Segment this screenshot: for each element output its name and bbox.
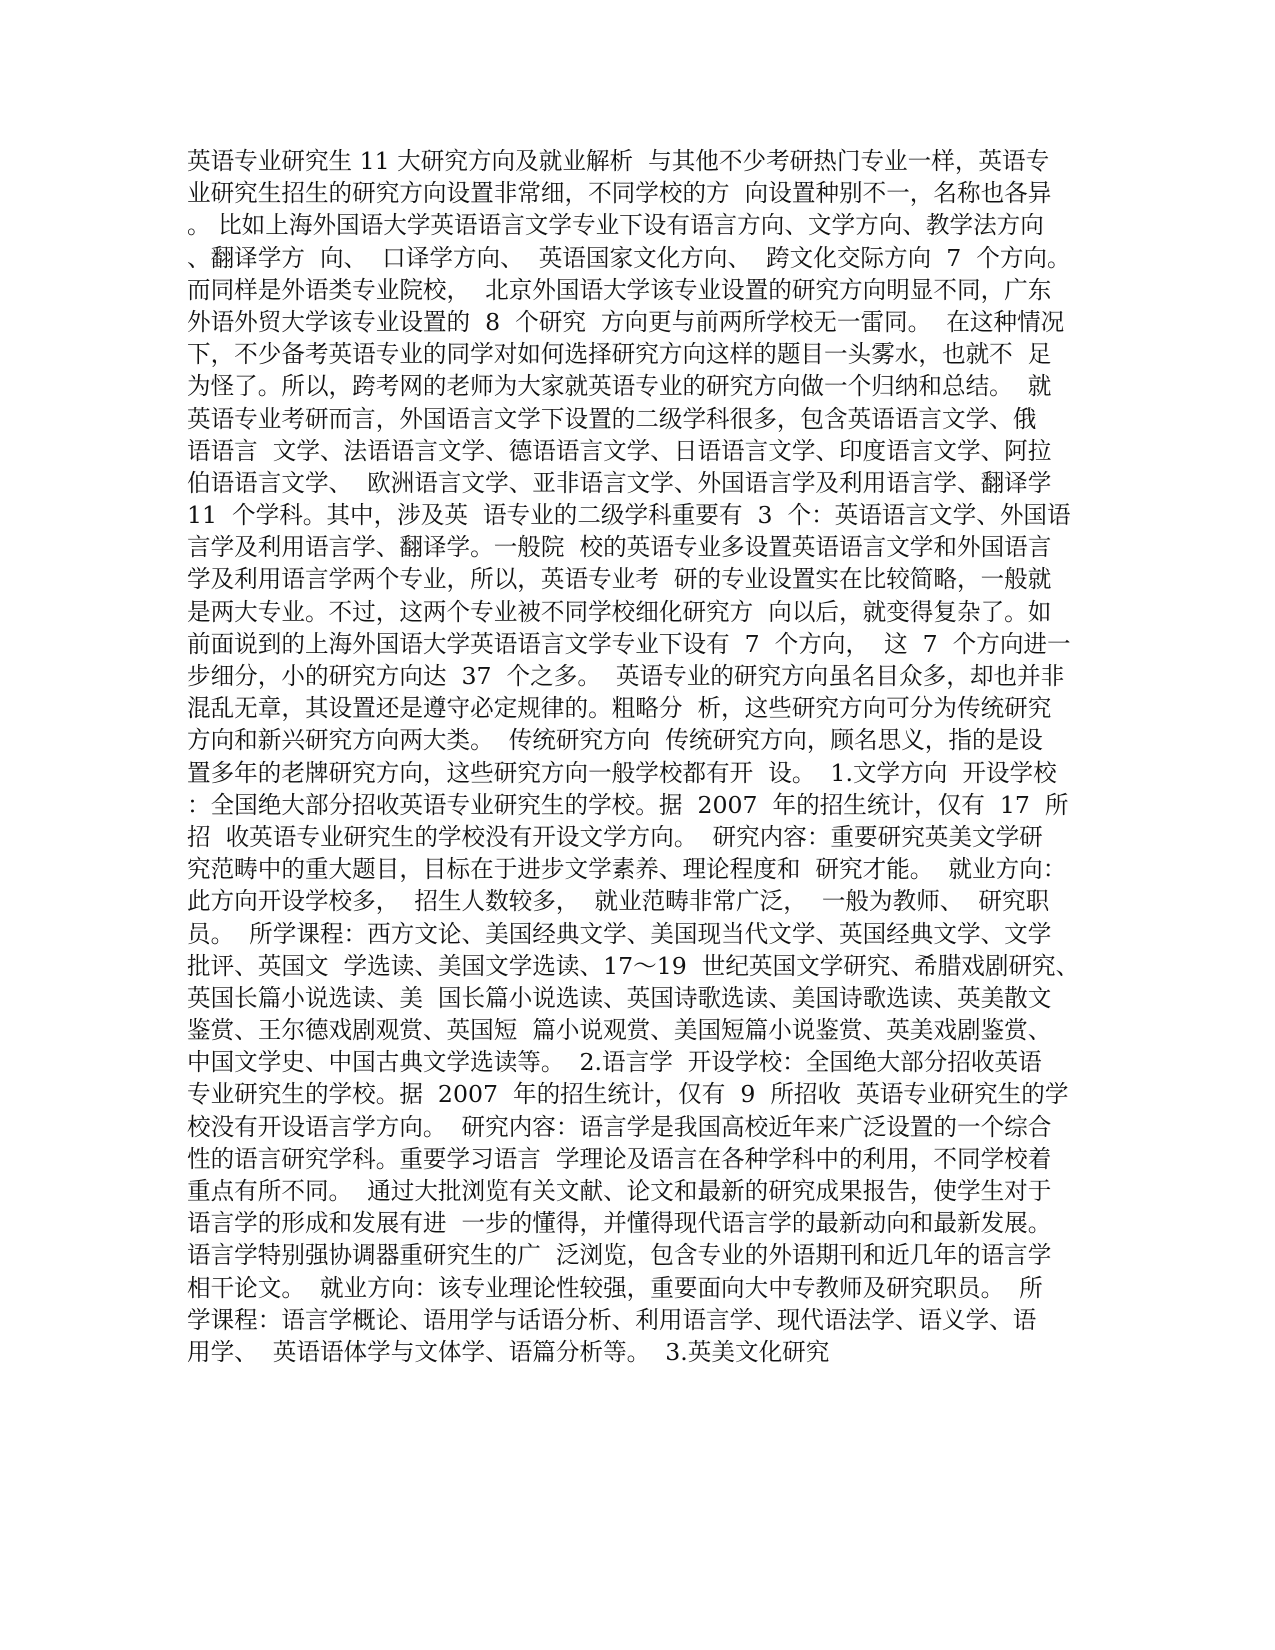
text-line: 英语专业考研而言，外国语言文学下设置的二级学科很多，包含英语语言文学、俄 <box>187 404 1037 433</box>
text-line: 步细分，小的研究方向达 37 个之多。 英语专业的研究方向虽名目众多，却也并非 <box>187 662 1065 690</box>
text-line: 学课程：语言学概论、语用学与话语分析、利用语言学、现代语法学、语义学、语 <box>187 1305 1037 1334</box>
body-text <box>187 145 1092 1368</box>
text-line: 语语言 文学、法语语言文学、德语语言文学、日语语言文学、印度语言文学、阿拉 <box>187 436 1052 465</box>
text-line: 前面说到的上海外国语大学英语语言文学专业下设有 7 个方向， 这 7 个方向进一 <box>187 629 1071 658</box>
text-line: 下，不少备考英语专业的同学对如何选择研究方向这样的题目一头雾水，也就不 足 <box>187 340 1052 369</box>
text-line: 方向和新兴研究方向两大类。 传统研究方向 传统研究方向，顾名思义，指的是设 <box>187 726 1043 755</box>
text-line: 重点有所不同。 通过大批浏览有关文献、论文和最新的研究成果报告，使学生对于 <box>187 1177 1052 1205</box>
text-line: 。 比如上海外国语大学英语语言文学专业下设有语言方向、文学方向、教学法方向 <box>187 211 1044 240</box>
text-line: 业研究生招生的研究方向设置非常细，不同学校的方 向设置种别不一，名称也各异 <box>187 179 1052 208</box>
text-line: 批评、英国文 学选读、美国文学选读、17～19 世纪英国文学研究、希腊戏剧研究、 <box>187 951 1080 980</box>
text-line: 外语外贸大学该专业设置的 8 个研究 方向更与前两所学校无一雷同。 在这种情况 <box>187 307 1065 336</box>
text-line: 中国文学史、中国古典文学选读等。 2.语言学 开设学校：全国绝大部分招收英语 <box>187 1048 1042 1077</box>
text-line: 鉴赏、王尔德戏剧观赏、英国短 篇小说观赏、美国短篇小说鉴赏、英美戏剧鉴赏、 <box>187 1016 1052 1045</box>
text-line: 、翻译学方 向、 口译学方向、 英语国家文化方向、 跨文化交际方向 7 个方向。 <box>187 243 1071 272</box>
text-line: 混乱无章，其设置还是遵守必定规律的。粗略分 析，这些研究方向可分为传统研究 <box>187 694 1052 723</box>
text-line: 英语专业研究生 11 大研究方向及就业解析 与其他不少考研热门专业一样，英语专 <box>187 147 1050 175</box>
text-line: 言学及利用语言学、翻译学。一般院 校的英语专业多设置英语语言文学和外国语言 <box>187 533 1052 562</box>
text-line: 性的语言研究学科。重要学习语言 学理论及语言在各种学科中的利用，不同学校着 <box>187 1144 1052 1173</box>
text-line: 学及利用语言学两个专业，所以，英语专业考 研的专业设置实在比较简略，一般就 <box>187 565 1052 594</box>
text-line: 语言学特别强协调器重研究生的广 泛浏览，包含专业的外语期刊和近几年的语言学 <box>187 1241 1052 1270</box>
text-line: 语言学的形成和发展有进 一步的懂得，并懂得现代语言学的最新动向和最新发展。 <box>187 1209 1052 1238</box>
text-line: ：全国绝大部分招收英语专业研究生的学校。据 2007 年的招生统计，仅有 17 所 <box>187 790 1069 819</box>
text-line: 校没有开设语言学方向。 研究内容：语言学是我国高校近年来广泛设置的一个综合 <box>187 1112 1052 1141</box>
text-line: 招 收英语专业研究生的学校没有开设文学方向。 研究内容：重要研究英美文学研 <box>187 822 1043 851</box>
text-line: 专业研究生的学校。据 2007 年的招生统计，仅有 9 所招收 英语专业研究生的学 <box>187 1080 1069 1109</box>
text-line: 置多年的老牌研究方向，这些研究方向一般学校都有开 设。 1.文学方向 开设学校 <box>187 758 1057 787</box>
text-line: 伯语语言文学、 欧洲语言文学、亚非语言文学、外国语言学及利用语言学、翻译学 <box>187 468 1052 497</box>
text-line: 用学、 英语语体学与文体学、语篇分析等。 3.英美文化研究 <box>187 1337 830 1366</box>
text-line: 为怪了。所以，跨考网的老师为大家就英语专业的研究方向做一个归纳和总结。 就 <box>187 372 1052 401</box>
text-line: 相干论文。 就业方向：该专业理论性较强，重要面向大中专教师及研究职员。 所 <box>187 1273 1043 1302</box>
text-line: 此方向开设学校多， 招生人数较多， 就业范畴非常广泛， 一般为教师、 研究职 <box>187 887 1050 916</box>
text-line: 11 个学科。其中，涉及英 语专业的二级学科重要有 3 个：英语语言文学、外国语 <box>187 501 1071 530</box>
text-line: 英国长篇小说选读、美 国长篇小说选读、英国诗歌选读、美国诗歌选读、英美散文 <box>187 983 1052 1012</box>
text-line: 而同样是外语类专业院校， 北京外国语大学该专业设置的研究方向明显不同，广东 <box>187 275 1052 304</box>
text-line: 究范畴中的重大题目，目标在于进步文学素养、理论程度和 研究才能。 就业方向： <box>187 855 1067 884</box>
text-line: 是两大专业。不过，这两个专业被不同学校细化研究方 向以后，就变得复杂了。如 <box>187 597 1052 626</box>
text-line: 员。 所学课程：西方文论、美国经典文学、美国现当代文学、英国经典文学、文学 <box>187 919 1052 948</box>
